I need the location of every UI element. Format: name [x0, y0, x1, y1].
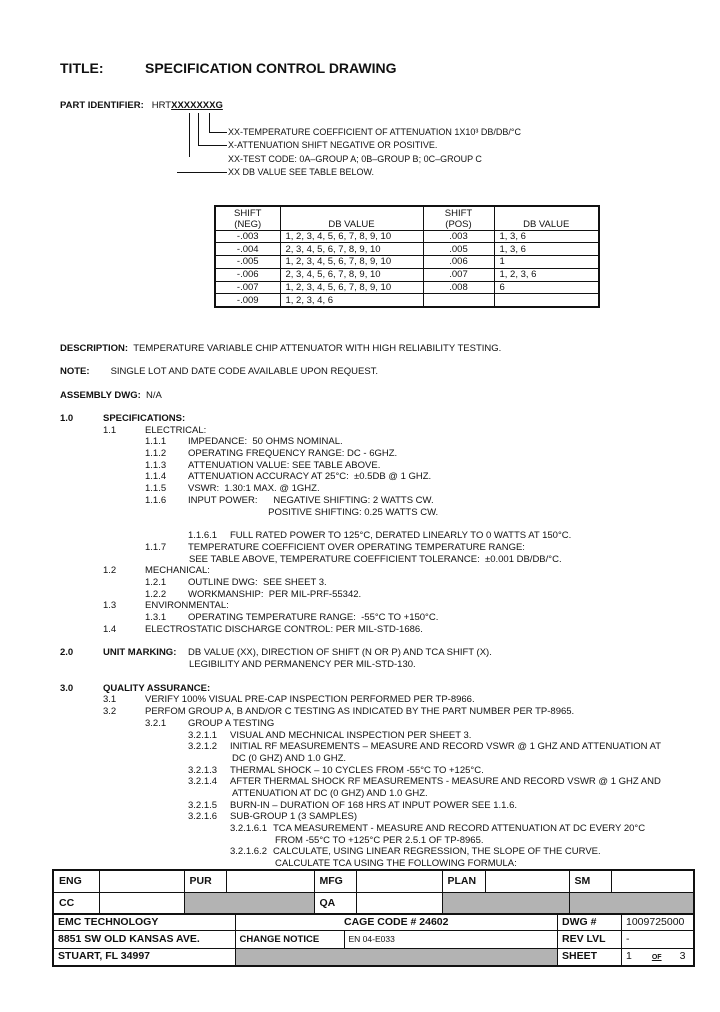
legend-line: X-ATTENUATION SHIFT NEGATIVE OR POSITIVE.	[228, 140, 438, 150]
sheet-number	[622, 948, 695, 966]
spec-line	[60, 788, 700, 800]
section-text: BURN-IN – DURATION OF 168 HRS AT INPUT POWER SEE 1.1.6.	[230, 799, 517, 811]
section-text: TCA MEASUREMENT - MEASURE AND RECORD ATTENUATION AT DC EVERY 20°C	[273, 823, 646, 834]
spec-line	[60, 706, 700, 718]
section-number: 1.1.6	[145, 494, 167, 506]
db-value-pos-cell: 6	[494, 281, 599, 294]
section-text: AFTER THERMAL SHOCK RF MEASUREMENTS - MEASURE AND RECORD VSWR @ 1 GHZ AND	[230, 776, 661, 788]
shaded-cell	[442, 892, 569, 914]
spec-line	[60, 683, 700, 695]
table-row	[215, 256, 599, 269]
section-number: 1.1.4	[145, 471, 167, 483]
section-text: PERFOM GROUP A, B AND/OR C TESTING AS INDICATED BY THE PART NUMBER PER TP-8965.	[145, 706, 575, 718]
spec-line	[60, 776, 700, 788]
sheet-total: 3	[679, 949, 686, 962]
shift-pos-cell: .008	[423, 281, 494, 294]
spec-line	[60, 811, 700, 823]
document-title: SPECIFICATION CONTROL DRAWING	[145, 60, 397, 76]
section-number: 1.4	[103, 623, 117, 635]
section-text: IMPEDANCE: 50 OHMS NOMINAL.	[188, 436, 343, 448]
leader-line	[198, 113, 199, 146]
header-db-value: DB VALUE	[494, 206, 599, 230]
approval-label: PLAN	[442, 870, 485, 892]
db-value-neg-cell: 1, 2, 3, 4, 6	[280, 294, 423, 307]
section-text: GROUP A TESTING	[188, 717, 275, 729]
section-text: TEMPERATURE COEFFICIENT OVER OPERATING TEMPERATURE RANGE:	[188, 541, 525, 553]
section-text: FULL RATED POWER TO 125°C, DERATED LINEARLY TO 0 WATTS AT 150°C.	[230, 530, 572, 542]
leader-line	[198, 145, 227, 146]
section-text: ELECTROSTATIC DISCHARGE CONTROL: PER MIL-STD-1686.	[145, 623, 423, 635]
section-text: ATTENUATION ACCURACY AT 25°C: ±0.5DB @ 1 GHZ.	[188, 471, 432, 483]
leader-line	[177, 172, 227, 173]
section-text: UNIT MARKING:	[103, 647, 177, 659]
section-text: ATTENUATION VALUE: SEE TABLE ABOVE.	[188, 459, 381, 471]
section-number: 3.2.1.1	[188, 729, 218, 741]
section-text: POSITIVE SHIFTING: 0.25 WATTS CW.	[189, 506, 439, 518]
spec-line	[60, 765, 700, 777]
part-prefix: HRT	[151, 100, 172, 111]
section-text: CALCULATE, USING LINEAR REGRESSION, THE SLOPE OF THE CURVE.	[273, 846, 601, 858]
description-label: DESCRIPTION:	[60, 343, 129, 354]
spec-line	[60, 460, 700, 472]
spec-line	[60, 483, 700, 495]
section-text: THERMAL SHOCK – 10 CYCLES FROM -55°C TO +125°C.	[230, 764, 484, 776]
section-number: 1.1	[103, 424, 117, 436]
section-text: QUALITY ASSURANCE:	[103, 682, 211, 694]
part-identifier-label: PART IDENTIFIER:	[60, 100, 144, 111]
section-text: LEGIBILITY AND PERMANENCY PER MIL-STD-130.	[189, 659, 416, 671]
spec-line	[60, 753, 700, 765]
section-number: 3.1	[103, 694, 117, 706]
section-number: 3.2.1.4	[188, 776, 218, 788]
section-text: ATTENUATION AT DC (0 GHZ) AND 1.0 GHZ.	[232, 787, 428, 799]
spec-line	[60, 846, 700, 858]
section-number: 3.2.1.6	[188, 811, 218, 823]
approval-label: ENG	[53, 870, 99, 892]
header-shift-neg: SHIFT (NEG)	[215, 206, 280, 230]
company-city: STUART, FL 34997	[53, 948, 235, 966]
db-value-pos-cell: 1, 3, 6	[494, 230, 599, 243]
db-value-pos-cell: 1	[494, 256, 599, 269]
spec-line	[60, 413, 700, 425]
rev-label: REV LVL	[558, 931, 622, 948]
spec-line	[60, 800, 700, 812]
section-text: OUTLINE DWG: SEE SHEET 3.	[188, 576, 327, 588]
header-shift-pos: SHIFT (POS)	[423, 206, 494, 230]
table-row	[215, 268, 599, 281]
section-number: 1.1.2	[145, 448, 167, 460]
section-number: 3.2.1.6.1	[230, 823, 267, 834]
spec-line	[60, 647, 700, 659]
spec-line	[60, 565, 700, 577]
section-number: 3.2.1.5	[188, 799, 218, 811]
title	[60, 60, 397, 76]
approval-field[interactable]	[99, 892, 184, 914]
section-number: 3.2.1.2	[188, 741, 218, 753]
approval-label: PUR	[184, 870, 226, 892]
approval-field[interactable]	[226, 870, 314, 892]
spec-line	[60, 730, 700, 742]
assembly-label: ASSEMBLY DWG:	[60, 390, 141, 401]
section-text: FROM -55°C TO +125°C PER 2.5.1 OF TP-8965.	[275, 834, 484, 846]
approval-label: SM	[569, 870, 611, 892]
legend-line: XX-TEMPERATURE COEFFICIENT OF ATTENUATION 1X10³ DB/DB/°C	[228, 127, 521, 137]
spec-line	[60, 612, 700, 624]
section-text: INPUT POWER: NEGATIVE SHIFTING: 2 WATTS CW.	[188, 494, 434, 506]
spec-line	[60, 554, 700, 566]
db-value-neg-cell: 1, 2, 3, 4, 5, 6, 7, 8, 9, 10	[280, 281, 423, 294]
shift-neg-cell: -.005	[215, 256, 280, 269]
spec-line	[60, 448, 700, 460]
shaded-cell	[235, 948, 558, 966]
section-number: 3.2.1.6.2	[230, 846, 267, 858]
shift-neg-cell: -.009	[215, 294, 280, 307]
spec-line	[60, 436, 700, 448]
spec-line	[60, 507, 700, 519]
part-code: XXXXXXXG	[171, 100, 223, 111]
table-row	[215, 281, 599, 294]
db-value-pos-cell: 1, 3, 6	[494, 243, 599, 256]
section-text: SEE TABLE ABOVE, TEMPERATURE COEFFICIENT TOLERANCE: ±0.001 DB/DB/°C.	[189, 553, 562, 565]
shift-neg-cell: -.007	[215, 281, 280, 294]
assembly-value: N/A	[146, 390, 162, 401]
sheet-of: OF	[651, 953, 662, 961]
section-text: VERIFY 100% VISUAL PRE-CAP INSPECTION PERFORMED PER TP-8966.	[145, 694, 475, 706]
db-value-pos-cell	[494, 294, 599, 307]
approval-label: QA	[314, 892, 356, 914]
shift-pos-cell	[423, 294, 494, 307]
spec-line	[60, 718, 700, 730]
shift-neg-cell: -.004	[215, 243, 280, 256]
change-notice: EN 04-E033	[344, 931, 558, 948]
shift-neg-cell: -.003	[215, 230, 280, 243]
leader-line	[209, 132, 227, 133]
dwg-label: DWG #	[558, 914, 622, 931]
legend-line: XX-TEST CODE: 0A–GROUP A; 0B–GROUP B; 0C–GROUP C	[228, 154, 482, 164]
section-number: 3.2.1	[145, 717, 167, 729]
db-value-neg-cell: 2, 3, 4, 5, 6, 7, 8, 9, 10	[280, 268, 423, 281]
note-value: SINGLE LOT AND DATE CODE AVAILABLE UPON REQUEST.	[110, 366, 379, 377]
approval-field[interactable]	[356, 870, 442, 892]
part-identifier	[60, 100, 223, 111]
header-db-value: DB VALUE	[280, 206, 423, 230]
section-number: 1.0	[60, 413, 74, 424]
section-number: 1.1.5	[145, 483, 167, 495]
section-text: CALCULATE TCA USING THE FOLLOWING FORMULA:	[275, 858, 517, 870]
cage-code: CAGE CODE # 24602	[235, 914, 558, 931]
approval-block	[52, 869, 695, 915]
leader-line	[189, 113, 190, 157]
shaded-cell	[569, 892, 694, 914]
note-label: NOTE:	[60, 366, 90, 377]
spec-line	[60, 741, 700, 753]
section-text: DC (0 GHZ) AND 1.0 GHZ.	[232, 752, 347, 764]
db-value-neg-cell: 1, 2, 3, 4, 5, 6, 7, 8, 9, 10	[280, 230, 423, 243]
leader-line	[209, 113, 210, 133]
section-number: 1.1.6.1	[188, 530, 218, 542]
change-notice-label: CHANGE NOTICE	[235, 931, 344, 948]
spec-line	[60, 835, 700, 847]
note	[60, 366, 378, 377]
db-value-table	[214, 205, 600, 308]
specifications	[60, 413, 700, 870]
spec-line	[60, 589, 700, 601]
title-label: TITLE:	[60, 60, 104, 76]
spec-line	[60, 600, 700, 612]
shift-pos-cell: .006	[423, 256, 494, 269]
rev-level: -	[622, 931, 695, 948]
approval-label: CC	[53, 892, 99, 914]
section-number: 1.3	[103, 600, 117, 612]
section-text: OPERATING TEMPERATURE RANGE: -55°C TO +150°C.	[188, 612, 439, 623]
db-value-pos-cell: 1, 2, 3, 6	[494, 268, 599, 281]
db-value-neg-cell: 1, 2, 3, 4, 5, 6, 7, 8, 9, 10	[280, 256, 423, 269]
spec-line	[60, 624, 700, 636]
section-text: VSWR: 1.30:1 MAX. @ 1GHZ.	[188, 483, 320, 495]
spec-line	[60, 577, 700, 589]
section-number: 1.2	[103, 565, 117, 577]
section-number: 3.0	[60, 682, 74, 694]
section-number: 1.1.3	[145, 459, 167, 471]
spec-line	[60, 530, 700, 542]
section-number: 3.2.1.3	[188, 764, 218, 776]
section-number: 2.0	[60, 647, 74, 659]
table-row	[215, 230, 599, 243]
spec-line	[60, 542, 700, 554]
section-text: ELECTRICAL:	[145, 424, 207, 436]
spec-line	[60, 471, 700, 483]
section-number: 1.1.7	[145, 541, 167, 553]
spec-line	[60, 425, 700, 437]
shift-neg-cell: -.006	[215, 268, 280, 281]
section-text: MECHANICAL:	[145, 565, 210, 577]
dwg-number: 1009725000	[622, 914, 695, 931]
section-number: 1.2.1	[145, 576, 167, 588]
title-block	[52, 913, 695, 967]
company-address: 8851 SW OLD KANSAS AVE.	[53, 931, 235, 948]
approval-field[interactable]	[356, 892, 442, 914]
approval-field[interactable]	[99, 870, 184, 892]
shaded-cell	[184, 892, 314, 914]
description	[60, 343, 501, 354]
section-text: SPECIFICATIONS:	[103, 413, 186, 424]
sheet-current: 1	[626, 949, 632, 962]
spec-line	[60, 659, 700, 671]
section-number: 1.1.1	[145, 436, 167, 448]
table-row	[215, 243, 599, 256]
assembly-dwg	[60, 390, 162, 401]
sheet-label: SHEET	[558, 948, 622, 966]
spec-line	[60, 694, 700, 706]
section-text: WORKMANSHIP: PER MIL-PRF-55342.	[188, 588, 362, 600]
section-text: DB VALUE (XX), DIRECTION OF SHIFT (N OR P) AND TCA SHIFT (X).	[188, 647, 492, 659]
section-text: VISUAL AND MECHNICAL INSPECTION PER SHEET 3.	[230, 729, 472, 741]
spec-line	[60, 495, 700, 507]
approval-field[interactable]	[485, 870, 569, 892]
section-number: 3.2	[103, 706, 117, 718]
legend-line: XX DB VALUE SEE TABLE BELOW.	[228, 167, 375, 177]
approval-field[interactable]	[611, 870, 694, 892]
db-value-neg-cell: 2, 3, 4, 5, 6, 7, 8, 9, 10	[280, 243, 423, 256]
spec-line	[60, 823, 700, 835]
section-number: 1.2.2	[145, 588, 167, 600]
table-header	[215, 206, 599, 230]
spec-line	[60, 858, 700, 870]
shift-pos-cell: .003	[423, 230, 494, 243]
shift-pos-cell: .005	[423, 243, 494, 256]
company-name: EMC TECHNOLOGY	[53, 914, 235, 931]
section-number: 1.3.1	[145, 612, 167, 623]
section-text: SUB-GROUP 1 (3 SAMPLES)	[230, 811, 358, 823]
section-text: INITIAL RF MEASUREMENTS – MEASURE AND RECORD VSWR @ 1 GHZ AND ATTENUATION AT	[230, 741, 662, 753]
section-text: OPERATING FREQUENCY RANGE: DC - 6GHZ.	[188, 448, 398, 460]
table-row	[215, 294, 599, 307]
description-value: TEMPERATURE VARIABLE CHIP ATTENUATOR WITH HIGH RELIABILITY TESTING.	[133, 343, 502, 354]
approval-label: MFG	[314, 870, 356, 892]
section-text: ENVIRONMENTAL:	[145, 600, 229, 612]
shift-pos-cell: .007	[423, 268, 494, 281]
